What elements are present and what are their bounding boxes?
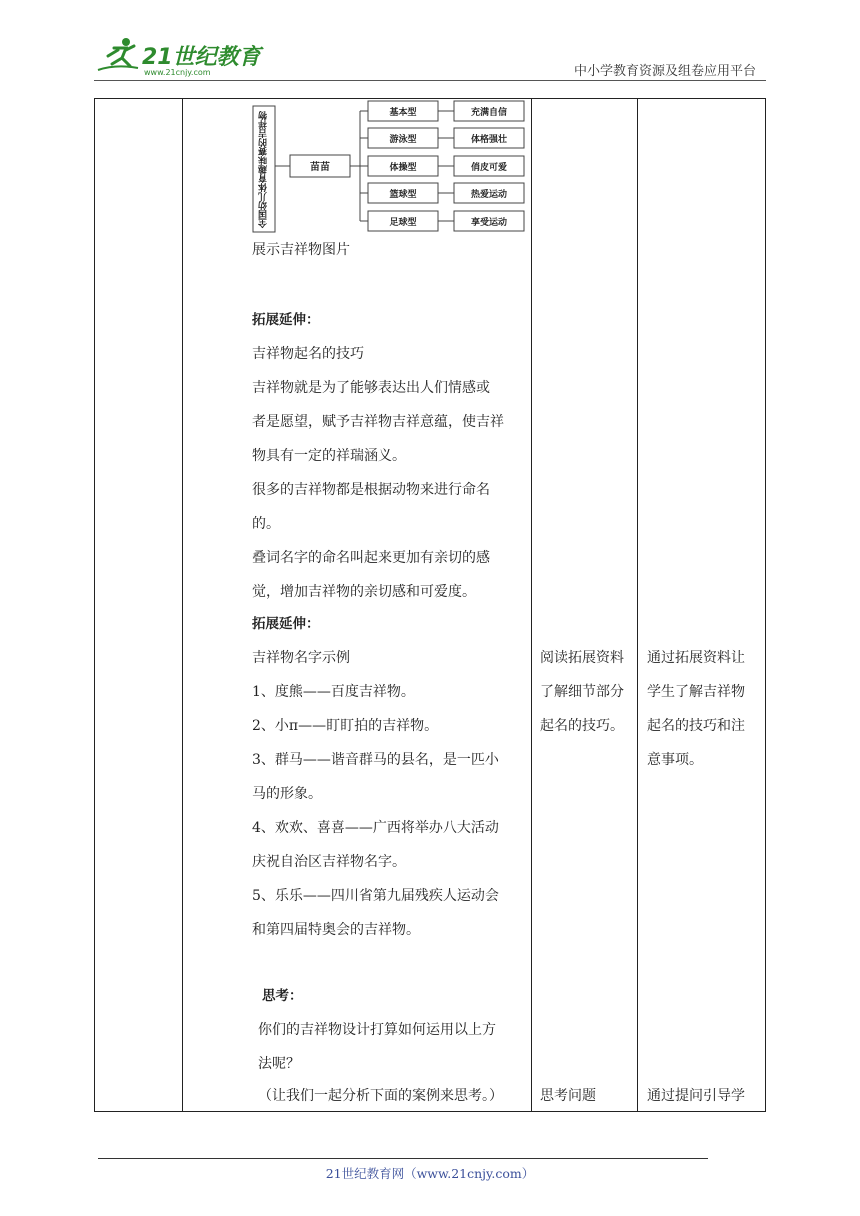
example-line: 和第四届特奥会的吉祥物。 — [252, 922, 420, 938]
logo-url: www.21cnjy.com — [144, 68, 211, 77]
paragraph-line: 觉，增加吉祥物的亲切感和可爱度。 — [252, 584, 476, 600]
example-line: 2、小π——盯盯拍的吉祥物。 — [252, 718, 439, 734]
paragraph-line: 很多的吉祥物都是根据动物来进行命名 — [252, 482, 490, 498]
logo-text: 21世纪教育 — [142, 45, 261, 70]
design-intent-line: 起名的技巧和注 — [647, 718, 745, 734]
diagram-trait: 体格强壮 — [470, 135, 508, 145]
thinking-line: 你们的吉祥物设计打算如何运用以上方 — [258, 1022, 496, 1038]
paragraph-line: 者是愿望，赋予吉祥物吉祥意蕴，使吉祥 — [252, 414, 504, 430]
student-activity-line: 思考问题 — [540, 1088, 596, 1104]
example-line: 4、欢欢、喜喜——广西将举办八大活动 — [252, 820, 499, 836]
design-intent-line: 通过拓展资料让 — [647, 650, 745, 666]
lesson-table — [94, 98, 766, 1112]
example-line: 马的形象。 — [252, 786, 322, 802]
diagram-trait: 热爱运动 — [470, 190, 508, 200]
table-frame — [94, 98, 766, 1112]
runner-icon — [98, 38, 138, 70]
header-divider — [94, 80, 766, 81]
thinking-line: 法呢？ — [258, 1056, 300, 1072]
platform-name: 中小学教育资源及组卷应用平台 — [573, 64, 756, 79]
example-line: 1、度熊——百度吉祥物。 — [252, 684, 415, 700]
example-line: 5、乐乐——四川省第九届残疾人运动会 — [252, 888, 499, 904]
thinking-heading: 思考： — [262, 988, 303, 1004]
student-activity-line: 起名的技巧。 — [540, 718, 624, 734]
paragraph-line: 吉祥物就是为了能够表达出人们情感或 — [252, 380, 490, 396]
footer-link[interactable]: 21世纪教育网（www.21cnjy.com） — [325, 1166, 535, 1181]
diagram-type: 游泳型 — [389, 135, 417, 145]
diagram-center: 苗苗 — [310, 162, 330, 173]
mascot-diagram — [252, 100, 528, 236]
paragraph-line: 的。 — [252, 516, 280, 532]
examples-title: 吉祥物名字示例 — [252, 650, 350, 666]
diagram-type: 基本型 — [389, 108, 417, 118]
naming-tips-title: 吉祥物起名的技巧 — [252, 346, 364, 362]
extension-heading: 拓展延伸： — [252, 312, 320, 328]
paragraph-line: 叠词名字的命名叫起来更加有亲切的感 — [252, 550, 490, 566]
site-logo — [96, 34, 266, 78]
example-line: 庆祝自治区吉祥物名字。 — [252, 854, 406, 870]
diagram-trait: 享受运动 — [470, 218, 508, 228]
diagram-type: 篮球型 — [389, 190, 417, 200]
diagram-type: 足球型 — [389, 218, 417, 228]
footer-divider — [98, 1158, 708, 1159]
student-activity-line: 了解细节部分 — [540, 684, 624, 700]
diagram-title: 全国幼儿体育趣味赛的吉祥物 — [259, 111, 269, 228]
student-activity-line: 阅读拓展资料 — [540, 650, 624, 666]
column-divider — [182, 98, 183, 1112]
design-intent-line: 意事项。 — [647, 752, 703, 768]
paragraph-line: 物具有一定的祥瑞涵义。 — [252, 448, 406, 464]
extension-heading: 拓展延伸： — [252, 616, 320, 632]
diagram-trait: 充满自信 — [470, 108, 508, 118]
column-divider — [531, 98, 532, 1112]
diagram-type: 体操型 — [389, 163, 417, 173]
design-intent-line: 学生了解吉祥物 — [647, 684, 745, 700]
column-divider — [637, 98, 638, 1112]
example-line: 3、群马——谐音群马的县名，是一匹小 — [252, 752, 499, 768]
design-intent-line: 通过提问引导学 — [647, 1088, 745, 1104]
diagram-trait: 俏皮可爱 — [470, 163, 508, 173]
case-prompt: （让我们一起分析下面的案例来思考。） — [258, 1088, 503, 1104]
show-picture-text: 展示吉祥物图片 — [252, 242, 350, 258]
